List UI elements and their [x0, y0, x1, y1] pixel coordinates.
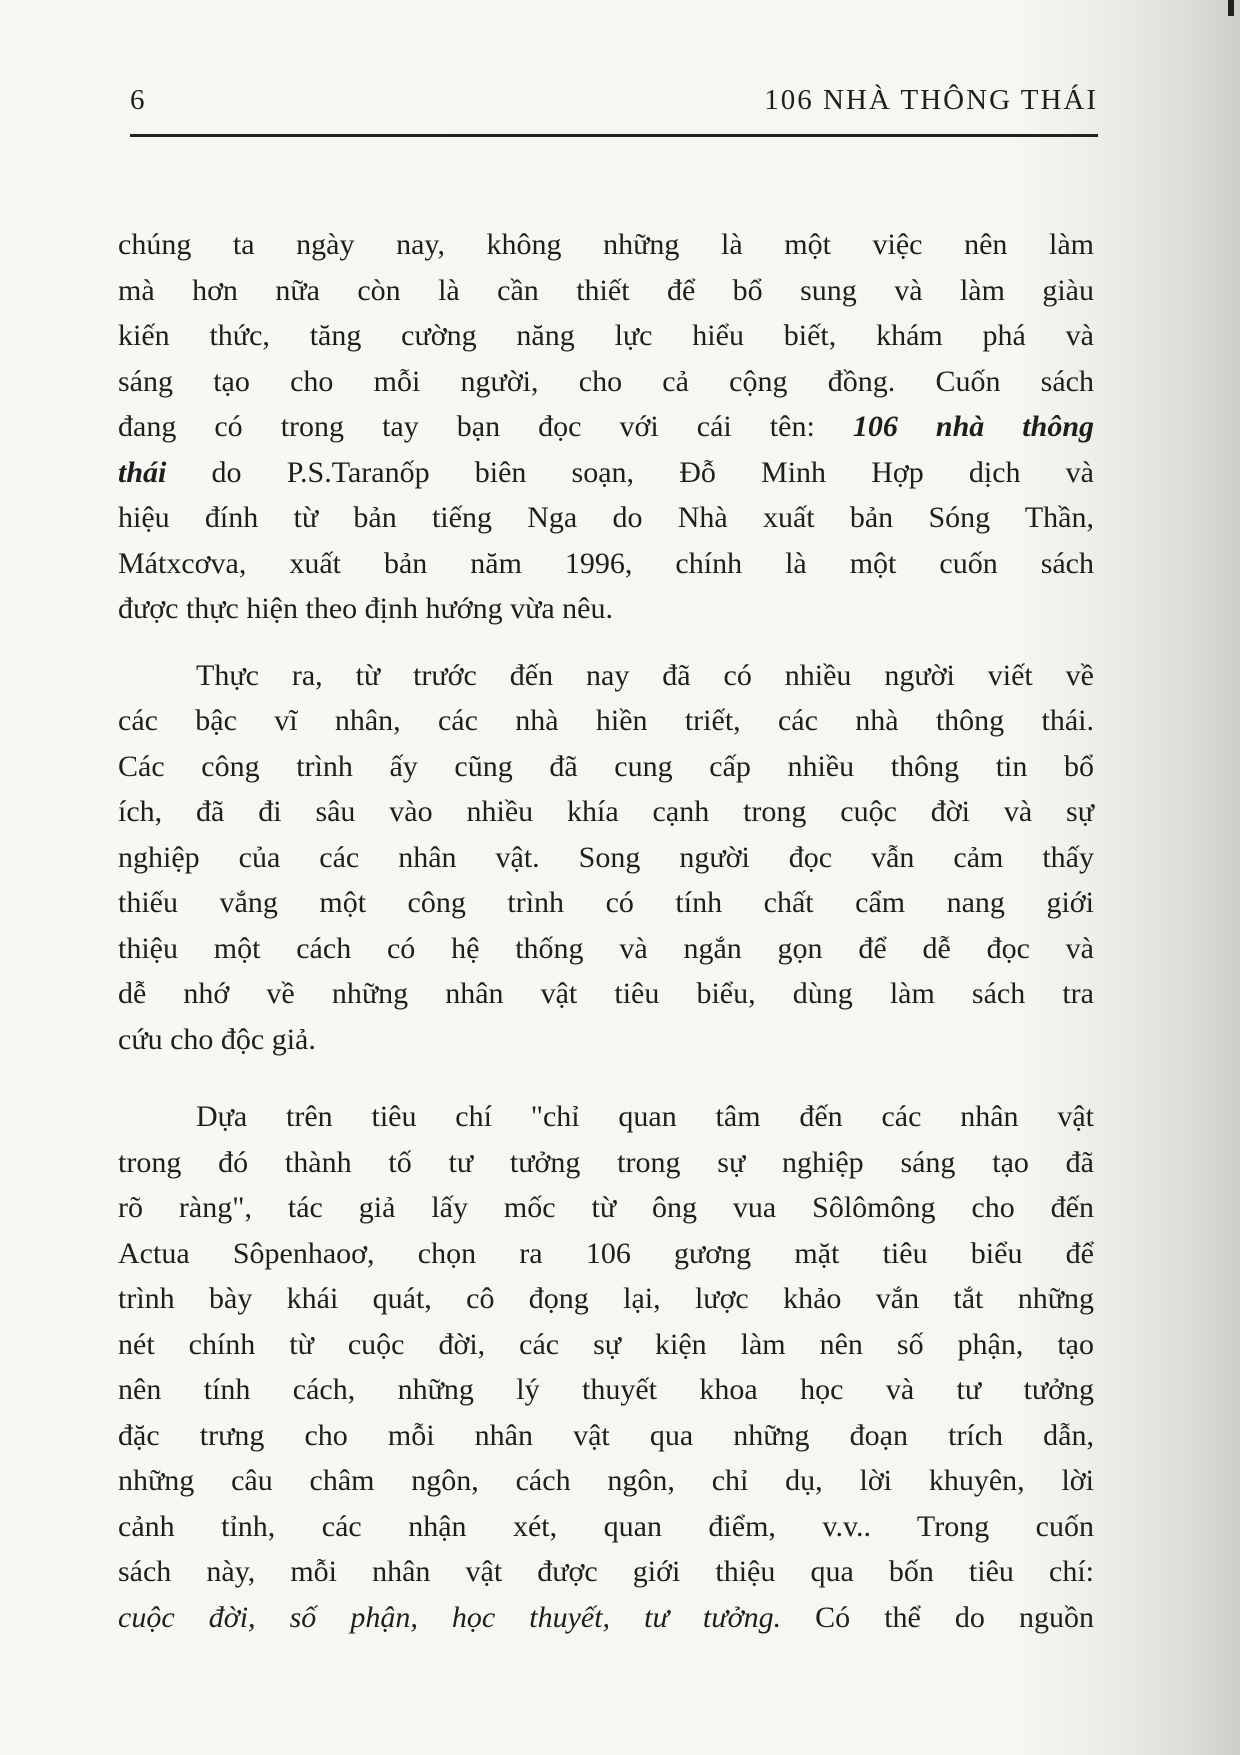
book-title-emphasis: 106 nhà thông: [852, 410, 1095, 443]
text-line: thiếu vắng một công trình có tính chất cẩm nang giới: [118, 886, 1094, 919]
text-line: Actua Sôpenhaoơ, chọn ra 106 gương mặt tiêu biểu để: [118, 1236, 1094, 1270]
text-line: đặc trưng cho mỗi nhân vật qua những đoạn trích dẫn,: [118, 1418, 1094, 1452]
running-title: 106 NHÀ THÔNG THÁI: [764, 84, 1098, 116]
text-line: [118, 450, 1094, 496]
header-rule: [130, 134, 1098, 137]
text-line: rõ ràng", tác giả lấy mốc từ ông vua Sôlômông cho đến: [118, 1191, 1094, 1224]
text-line: các bậc vĩ nhân, các nhà hiền triết, các nhà thông thái.: [118, 704, 1094, 737]
text-line: nghiệp của các nhân vật. Song người đọc vẫn cảm thấy: [118, 840, 1094, 874]
text-line: những câu châm ngôn, cách ngôn, chỉ dụ, lời khuyên, lời: [118, 1464, 1094, 1497]
text-line: sáng tạo cho mỗi người, cho cả cộng đồng. Cuốn sách: [118, 364, 1094, 398]
text-line: chúng ta ngày nay, không những là một việc nên làm: [118, 228, 1094, 261]
text-run: Có thể do nguồn: [815, 1600, 1094, 1634]
edge-mark: [1228, 0, 1234, 16]
book-title-emphasis: thái: [118, 455, 167, 489]
body-text: [118, 222, 1094, 1640]
page-number: 6: [130, 84, 146, 116]
text-line: [118, 1595, 1094, 1641]
text-line: ích, đã đi sâu vào nhiều khía cạnh trong cuộc đời và sự: [118, 795, 1094, 828]
text-line: cứu cho độc giả.: [118, 1022, 316, 1056]
paragraph-gap: [118, 1062, 1094, 1094]
text-line: hiệu đính từ bản tiếng Nga do Nhà xuất bản Sóng Thần,: [118, 501, 1094, 534]
paragraph-gap: [118, 632, 1094, 653]
text-run: đang có trong tay bạn đọc với cái tên:: [118, 410, 815, 443]
text-line: trong đó thành tố tư tưởng trong sự nghiệp sáng tạo đã: [118, 1145, 1094, 1179]
text-line: Thực ra, từ trước đến nay đã có nhiều người viết về: [196, 658, 1094, 692]
text-line: Các công trình ấy cũng đã cung cấp nhiều thông tin bổ: [118, 749, 1094, 783]
text-line: Mátxcơva, xuất bản năm 1996, chính là một cuốn sách: [118, 546, 1094, 580]
text-line: Dựa trên tiêu chí "chỉ quan tâm đến các nhân vật: [196, 1100, 1094, 1133]
text-line: nên tính cách, những lý thuyết khoa học và tư tưởng: [118, 1373, 1094, 1406]
text-line: [118, 404, 1094, 450]
text-line: dễ nhớ về những nhân vật tiêu biểu, dùng làm sách tra: [118, 977, 1094, 1010]
text-line: mà hơn nữa còn là cần thiết để bổ sung và làm giàu: [118, 273, 1094, 307]
text-line: nét chính từ cuộc đời, các sự kiện làm nên số phận, tạo: [118, 1327, 1094, 1361]
text-line: kiến thức, tăng cường năng lực hiểu biết, khám phá và: [118, 319, 1094, 352]
text-line: trình bày khái quát, cô đọng lại, lược khảo vắn tắt những: [118, 1282, 1094, 1315]
criteria-emphasis: cuộc đời, số phận, học thuyết, tư tưởng.: [118, 1600, 782, 1634]
page-header: [130, 84, 1098, 128]
text-line: thiệu một cách có hệ thống và ngắn gọn để dễ đọc và: [118, 931, 1094, 965]
text-line: được thực hiện theo định hướng vừa nêu.: [118, 592, 613, 625]
text-run: do P.S.Taranốp biên soạn, Đỗ Minh Hợp dịch và: [211, 455, 1095, 489]
text-line: cảnh tỉnh, các nhận xét, quan điểm, v.v.. Trong cuốn: [118, 1509, 1094, 1543]
text-line: sách này, mỗi nhân vật được giới thiệu qua bốn tiêu chí:: [118, 1555, 1094, 1588]
